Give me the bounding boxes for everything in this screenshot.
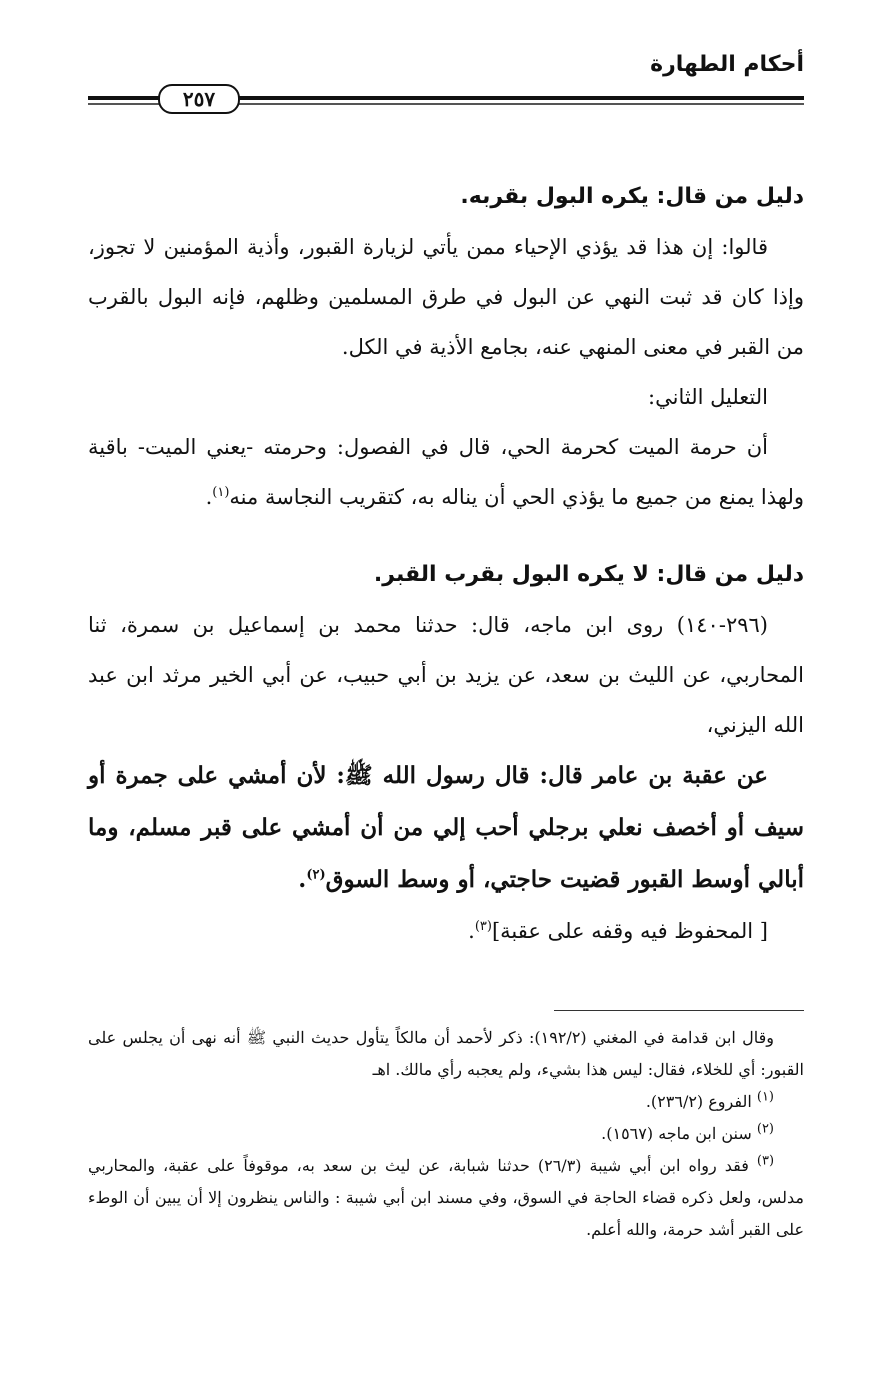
hadith-end: . [298, 866, 307, 893]
section-gap [88, 522, 804, 550]
footnote-1 [88, 1086, 804, 1118]
footnotes [88, 1022, 804, 1246]
paragraph-1: قالوا: إن هذا قد يؤذي الإحياء ممن يأتي لزيارة القبور، وأذية المؤمنين لا تجوز، وإذا كان قد ثبت النهي عن البول في طرق المسلمين وظلهم، فإنه البول بالقرب من القبر في معنى المنهي عنه، بجامع الأذية في الكل. [88, 235, 804, 359]
page-header [88, 52, 804, 111]
footnote-ref-1[interactable]: (١) [212, 485, 230, 500]
section-heading-1: دليل من قال: يكره البول بقربه. [460, 184, 804, 209]
paragraph-3-end: . [205, 485, 213, 509]
hadith-text [88, 750, 804, 906]
paragraph-3-text: أن حرمة الميت كحرمة الحي، قال في الفصول: وحرمته -يعني الميت- باقية ولهذا يمنع من جميع ما يؤذي الحي أن يناله به، كتقريب النجاسة منه [88, 435, 804, 509]
footnote-continuation: وقال ابن قدامة في المغني (١٩٢/٢): ذكر لأحمد أن مالكاً يتأول حديث النبي ﷺ أنه نهى أن يجلس على القبور: أي للخلاء، فقال: ليس هذا بشيء، ولم يعجبه رأي مالك. اهـ [88, 1028, 804, 1079]
footnote-1-text: الفروع (٢٣٦/٢). [645, 1092, 752, 1111]
main-text [88, 172, 804, 956]
page-number: ٢٥٧ [158, 84, 240, 114]
section-heading-2: دليل من قال: لا يكره البول بقرب القبر. [373, 562, 804, 587]
footnote-ref-2[interactable]: (٢) [306, 867, 326, 883]
footnote-1-mark: (١) [756, 1089, 774, 1105]
footnote-2 [88, 1118, 804, 1150]
footnote-ref-3[interactable]: (٣) [474, 919, 492, 934]
footnote-3-mark: (٣) [756, 1153, 775, 1169]
running-title: أحكام الطهارة [650, 52, 804, 77]
verdict-end: . [468, 919, 475, 943]
paragraph-4: (٢٩٦-١٤٠) روى ابن ماجه، قال: حدثنا محمد بن إسماعيل بن سمرة، ثنا المحاربي، عن الليث بن سعد، عن يزيد بن أبي حبيب، عن أبي الخير مرثد ابن عبد الله اليزني، [88, 613, 804, 737]
footnote-3 [88, 1150, 804, 1246]
verdict-text: [ المحفوظ فيه وقفه على عقبة] [491, 919, 768, 943]
footnote-3-text: فقد رواه ابن أبي شيبة (٢٦/٣) حدثنا شبابة، عن ليث بن سعد به، موقوفاً على عقبة، والمحاربي مدلس، ولعل ذكره قضاء الحاجة في السوق، وفي مسند ابن أبي شيبة : والناس ينظرون إلا أن يبين أن الوطء على القبر أشد حرمة، والله أعلم. [88, 1156, 804, 1239]
hadith-body: عن عقبة بن عامر قال: قال رسول الله ﷺ: لأن أمشي على جمرة أو سيف أو أخصف نعلي برجلي أحب إلي من أن أمشي على قبر مسلم، وما أبالي أوسط القبور قضيت حاجتي، أو وسط السوق [88, 762, 804, 893]
paragraph-3 [88, 422, 804, 522]
footnote-2-text: سنن ابن ماجه (١٥٦٧). [601, 1124, 752, 1143]
verdict [88, 906, 804, 956]
footnote-separator [554, 1010, 804, 1011]
paragraph-2: التعليل الثاني: [648, 385, 768, 409]
footnote-2-mark: (٢) [756, 1121, 774, 1137]
